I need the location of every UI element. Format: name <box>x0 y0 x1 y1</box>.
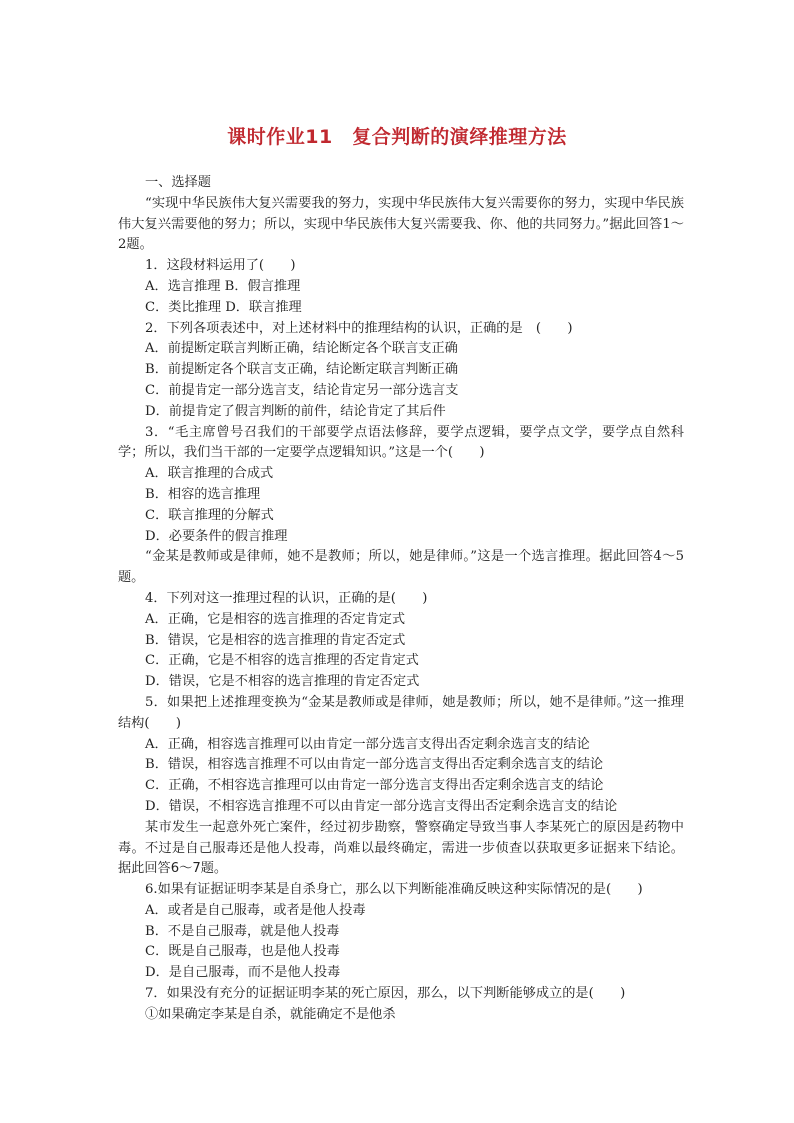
question-4-option-b: B．错误，它是相容的选言推理的肯定否定式 <box>145 632 406 648</box>
question-3-option-b: B．相容的选言推理 <box>145 486 261 502</box>
question-4-stem: 4．下列对这一推理过程的认识，正确的是( ) <box>145 590 428 606</box>
question-2-option-d: D．前提肯定了假言判断的前件，结论肯定了其后件 <box>145 403 446 419</box>
question-6-option-a: A．或者是自己服毒，或者是他人投毒 <box>145 902 366 918</box>
question-2-option-c: C．前提肯定一部分选言支，结论肯定另一部分选言支 <box>145 382 459 398</box>
question-5-option-d: D．错误，不相容选言推理不可以由肯定一部分选言支得出否定剩余选言支的结论 <box>145 798 618 814</box>
question-5-option-a: A．正确，相容选言推理可以由肯定一部分选言支得出否定剩余选言支的结论 <box>145 736 590 752</box>
question-7-stem: 7．如果没有充分的证据证明李某的死亡原因，那么，以下判断能够成立的是( ) <box>145 986 626 1002</box>
question-6-option-b: B．不是自己服毒，就是他人投毒 <box>145 923 340 939</box>
question-3-option-a: A．联言推理的合成式 <box>145 466 274 482</box>
question-3-option-d: D．必要条件的假言推理 <box>145 528 288 544</box>
passage-3: 某市发生一起意外死亡案件，经过初步勘察，警察确定导致当事人李某死亡的原因是药物中毒。不过是自己服毒还是他人投毒，尚难以最终确定，需进一步侦查以获取更多证据来下结论。据此回答6～7题。 <box>118 819 684 877</box>
section-heading: 一、选择题 <box>145 175 211 190</box>
question-7-item-1: ①如果确定李某是自杀，就能确定不是他杀 <box>145 1006 396 1022</box>
question-6-option-c: C．既是自己服毒，也是他人投毒 <box>145 944 340 960</box>
question-2-option-b: B．前提断定各个联言支正确，结论断定联言判断正确 <box>145 362 459 378</box>
page-title: 课时作业11 复合判断的演绎推理方法 <box>227 126 567 148</box>
question-5-option-b: B．错误，相容选言推理不可以由肯定一部分选言支得出否定剩余选言支的结论 <box>145 757 604 773</box>
question-6-stem: 6.如果有证据证明李某是自杀身亡，那么以下判断能准确反映这种实际情况的是( ) <box>145 882 643 898</box>
question-1-options-ab: A．选言推理 B．假言推理 <box>145 278 301 294</box>
passage-2: “金某是教师或是律师，她不是教师；所以，她是律师。”这是一个选言推理。据此回答4～5题。 <box>118 549 684 586</box>
question-3-option-c: C．联言推理的分解式 <box>145 507 274 523</box>
document-body <box>118 173 684 1026</box>
question-4-option-c: C．正确，它是不相容的选言推理的否定肯定式 <box>145 653 419 669</box>
question-4-option-a: A．正确，它是相容的选言推理的否定肯定式 <box>145 611 406 627</box>
question-1-options-cd: C．类比推理 D．联言推理 <box>145 299 302 315</box>
question-2-stem: 2．下列各项表述中，对上述材料中的推理结构的认识，正确的是 ( ) <box>145 320 573 336</box>
question-4-option-d: D．错误，它是不相容的选言推理的肯定否定式 <box>145 674 420 690</box>
question-5-option-c: C．正确，不相容选言推理可以由肯定一部分选言支得出否定剩余选言支的结论 <box>145 778 604 794</box>
question-1-stem: 1．这段材料运用了( ) <box>145 258 296 274</box>
question-2-option-a: A．前提断定联言判断正确，结论断定各个联言支正确 <box>145 341 458 357</box>
question-3-stem: 3．“毛主席曾号召我们的干部要学点语法修辞，要学点逻辑，要学点文学，要学点自然科学；所以，我们当干部的一定要学点逻辑知识。”这是一个( ) <box>118 424 684 461</box>
question-6-option-d: D．是自己服毒，而不是他人投毒 <box>145 965 341 981</box>
passage-1: “实现中华民族伟大复兴需要我的努力，实现中华民族伟大复兴需要你的努力，实现中华民族伟大复兴需要他的努力；所以，实现中华民族伟大复兴需要我、你、他的共同努力。”据此回答1～2题。 <box>118 195 684 253</box>
question-5-stem: 5．如果把上述推理变换为“金某是教师或是律师，她是教师；所以，她不是律师。”这一推理结构( ) <box>118 694 684 731</box>
